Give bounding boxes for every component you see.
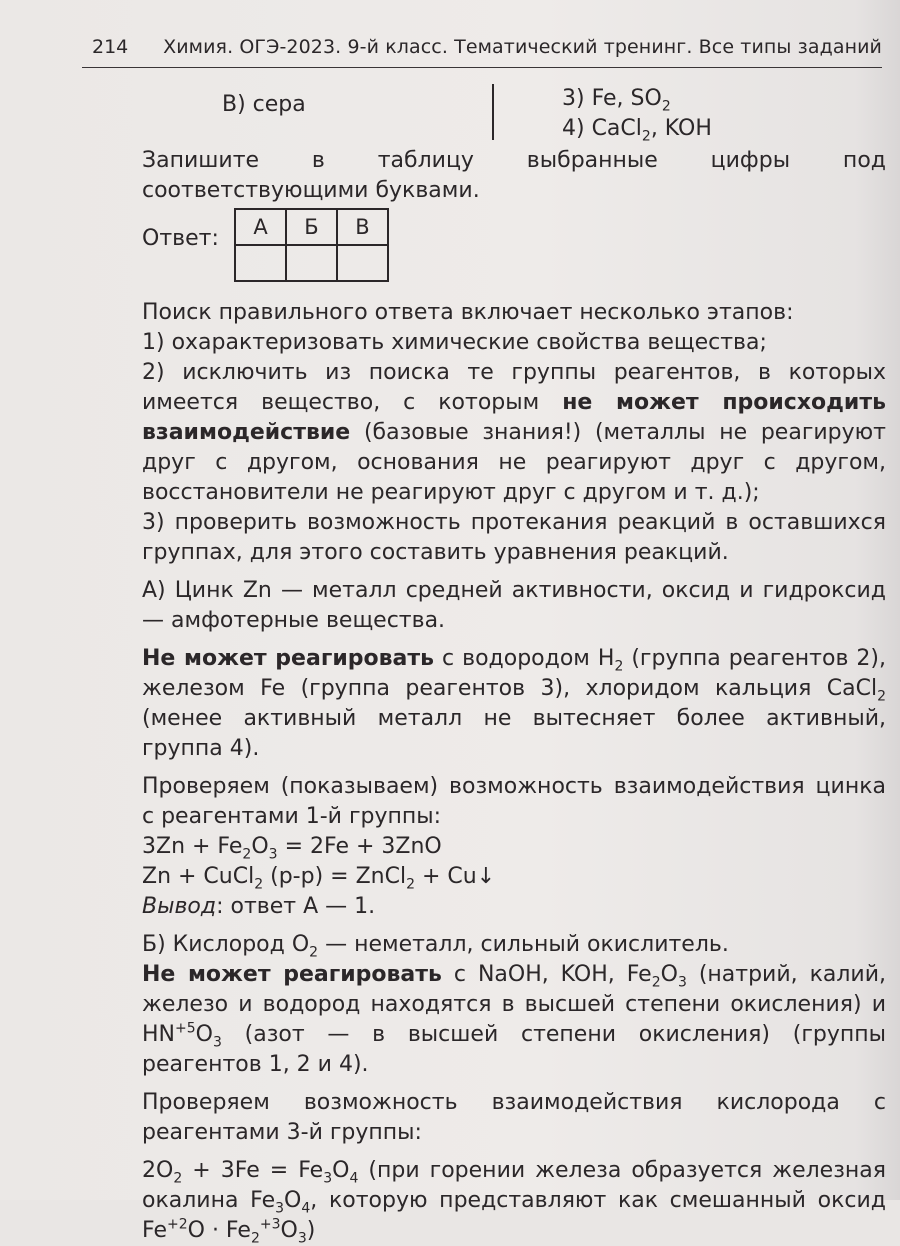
equation-2: Zn + CuCl$_2$ (р-р) = ZnCl$_2$ + Cu↓ — [142, 864, 496, 893]
answer-col-v: В — [337, 209, 388, 245]
part-b-intro: Б) Кислород $O_2$ — неметалл, сильный окислитель. — [142, 932, 729, 961]
page-header — [82, 36, 882, 66]
page-number: 214 — [92, 36, 129, 58]
options-divider — [492, 84, 494, 140]
answer-cell-b[interactable] — [286, 245, 337, 281]
answer-col-a: А — [235, 209, 286, 245]
equation-1: $3Zn + Fe_2O_3 = 2Fe + 3ZnO$ — [142, 834, 442, 863]
answer-cell-v[interactable] — [337, 245, 388, 281]
step-1: 1) охарактеризовать химические свойства вещества; — [142, 330, 767, 355]
option-v: В) сера — [222, 92, 306, 117]
part-a-intro: А) Цинк Zn — металл средней активности, оксид и гидроксид — амфотерные вещества. — [142, 578, 886, 633]
page-content — [142, 84, 886, 1246]
step-2: 2) исключить из поиска те группы реагентов, в которых имеется вещество, с которым не может происходить взаимодействие (базовые знания!) (металлы не реагируют друг с другом, основания не реагируют друг с другом, восстановители не реагируют друг с другом и т. д.); — [142, 360, 886, 505]
part-b-equation: $2O_2 + 3Fe = Fe_3O_4$ (при горении железа образуется железная окалина $Fe_3O_4$, которую представляют как смешанный оксид $Fe^{+2}O \cdot Fe_2^{+3}O_3$) — [142, 1158, 886, 1246]
options-right — [562, 84, 712, 144]
step-3: 3) проверить возможность протекания реакций в оставшихся группах, для этого составить уравнения реакций. — [142, 510, 886, 565]
reagent-options — [142, 84, 886, 144]
part-a-check: Проверяем (показываем) возможность взаимодействия цинка с реагентами 1-й группы: — [142, 774, 886, 829]
step-2-emphasis: не может происходить взаимодействие — [142, 390, 886, 445]
answer-col-b: Б — [286, 209, 337, 245]
part-a-exclusions: Не может реагировать с водородом $H_2$ (группа реагентов 2), железом Fe (группа реагентов 3), хлоридом кальция CaCl$_2$ (менее активный металл не вытесняет более активный, группа 4). — [142, 646, 886, 761]
part-a-conclusion: Вывод: ответ А — 1. — [142, 894, 376, 919]
answer-cell-a[interactable] — [235, 245, 286, 281]
running-title: Химия. ОГЭ-2023. 9-й класс. Тематический тренинг. Все типы заданий — [163, 36, 882, 58]
answer-label: Ответ: — [142, 226, 219, 251]
part-b-check: Проверяем возможность взаимодействия кислорода с реагентами 3-й группы: — [142, 1090, 886, 1145]
answer-table — [234, 208, 389, 282]
steps-intro: Поиск правильного ответа включает несколько этапов: — [142, 300, 794, 325]
part-b-exclusions: Не может реагировать с NaOH, KOH, $Fe_2O_3$ (натрий, калий, железо и водород находятся в высшей степени окисления) и $HN^{+5}O_3$ (азот — в высшей степени окисления) (группы реагентов 1, 2 и 4). — [142, 962, 887, 1077]
option-3: 3) Fe, $SO_2$ — [562, 86, 671, 115]
instruction-text: Запишите в таблицу выбранные цифры под соответствующими буквами. — [142, 148, 886, 203]
header-rule — [82, 67, 882, 68]
answer-block — [142, 206, 886, 298]
option-4: 4) CaCl$_2$, KOH — [562, 116, 712, 145]
